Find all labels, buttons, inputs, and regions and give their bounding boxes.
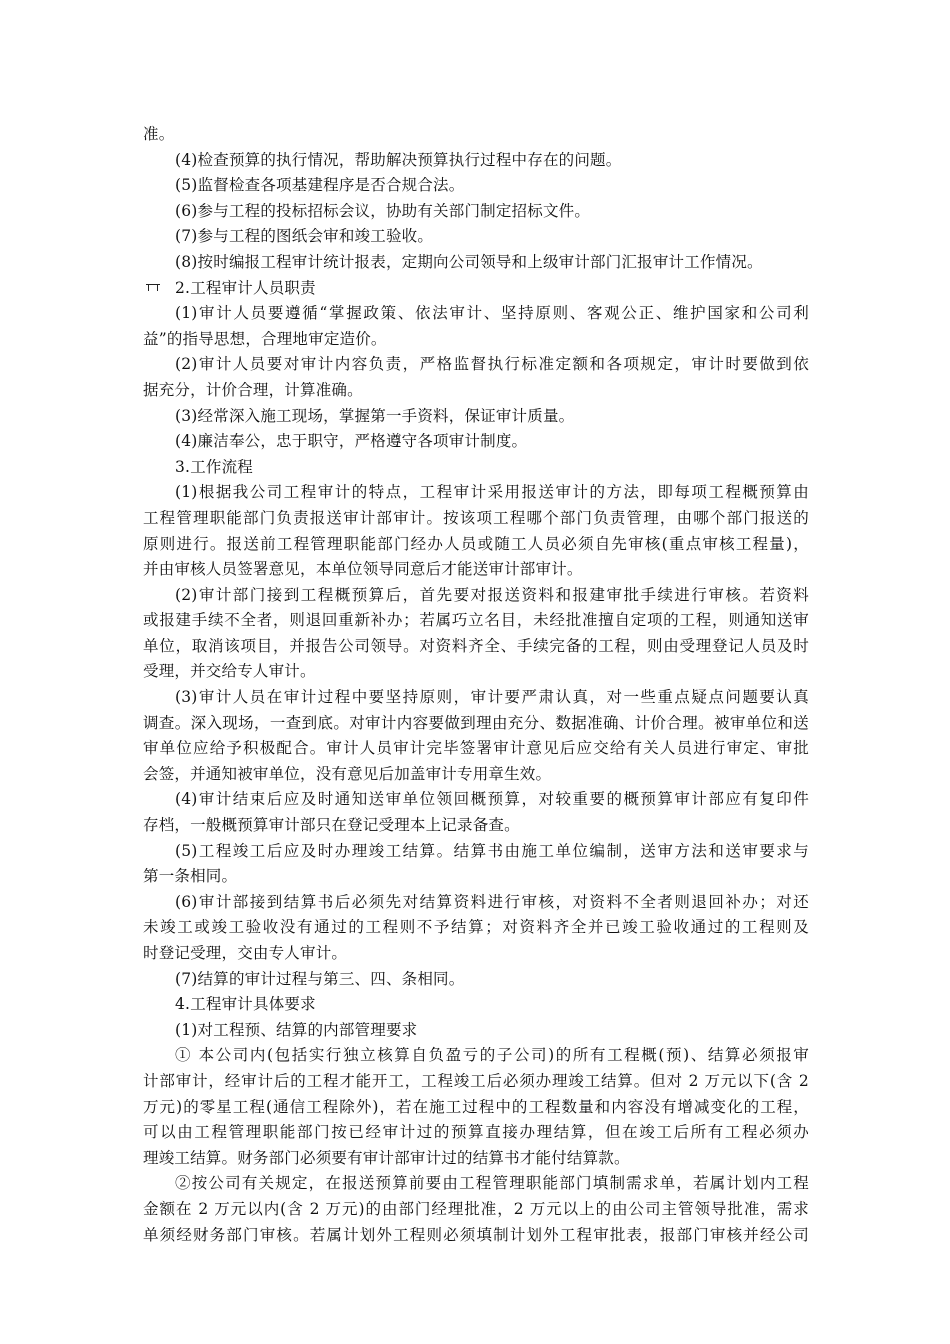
text-line: (5)监督检查各项基建程序是否合规合法。 [175,176,465,195]
subsection-heading: (1)对工程预、结算的内部管理要求 [175,1020,418,1039]
text-line: (7)结算的审计过程与第三、四、条相同。 [175,969,465,988]
text-line: 准。 [143,125,175,143]
text-line: 单位，取消该项目，并报告公司领导。对资料齐全、手续完备的工程，则由受理登记人员及时 [143,636,809,655]
text-line: 万元)的零星工程(通信工程除外)，若在施工过程中的工程数量和内容没有增减变化的工程， [143,1097,809,1116]
text-line: (4)审计结束后应及时通知送审单位领回概预算，对较重要的概预算审计部应有复印件 [175,790,809,809]
text-line: 理竣工结算。财务部门必须要有审计部审计过的结算书才能付结算款。 [143,1148,630,1167]
text-line: (6)审计部接到结算书后必须先对结算资料进行审核，对资料不全者则退回补办；对还 [175,892,809,911]
text-line: (8)按时编报工程审计统计报表，定期向公司领导和上级审计部门汇报审计工作情况。 [175,252,763,271]
text-line: 原则进行。报送前工程管理职能部门经办人员或随工人员必须自先审核(重点审核工程量)， [143,534,809,553]
text-line: (2)审计部门接到工程概预算后，首先要对报送资料和报建审批手续进行审核。若资料 [175,585,809,604]
text-line: 金额在 2 万元以内(含 2 万元)的由部门经理批准，2 万元以上的由公司主管领导批准，需求 [143,1199,809,1218]
section-heading: 3.工作流程 [175,457,253,476]
text-line: (4)检查预算的执行情况，帮助解决预算执行过程中存在的问题。 [175,150,622,169]
text-line: 受理，并交给专人审计。 [143,662,316,681]
text-line: 工程管理职能部门负责报送审计部审计。按该项工程哪个部门负责管理，由哪个部门报送的 [143,508,809,527]
text-line: 并由审核人员签署意见，本单位领导同意后才能送审计部审计。 [143,560,583,579]
text-line: (6)参与工程的投标招标会议，协助有关部门制定招标文件。 [175,201,591,220]
text-line: 据充分，计价合理，计算准确。 [143,380,363,399]
text-line: 时登记受理，交由专人审计。 [143,944,348,962]
text-line: (7)参与工程的图纸会审和竣工验收。 [175,227,434,246]
text-line: ②按公司有关规定，在报送预算前要由工程管理职能部门填制需求单，若属计划内工程 [175,1174,809,1193]
text-line: 未竣工或竣工验收没有通过的工程则不予结算；对资料齐全并已竣工验收通过的工程则及 [143,918,809,937]
text-line: ① 本公司内(包括实行独立核算自负盈亏的子公司)的所有工程概(预)、结算必须报审 [175,1046,809,1065]
text-line: (1)根据我公司工程审计的特点，工程审计采用报送审计的方法，即每项工程概预算由 [175,483,809,502]
text-line: 调查。深入现场，一查到底。对审计内容要做到理由充分、数据准确、计价合理。被审单位和送 [143,713,809,732]
text-line: (2)审计人员要对审计内容负责，严格监督执行标准定额和各项规定，审计时要做到依 [175,355,809,374]
text-line: 可以由工程管理职能部门按已经审计过的预算直接办理结算，但在竣工后所有工程必须办 [143,1123,809,1142]
text-line: 存档，一般概预算审计部只在登记受理本上记录备查。 [143,816,520,835]
text-line: (5)工程竣工后应及时办理竣工结算。结算书由施工单位编制，送审方法和送审要求与 [175,841,809,860]
text-line: 审单位应给予积极配合。审计人员审计完毕签署审计意见后应交给有关人员进行审定、审批 [143,739,809,758]
section-heading: 4.工程审计具体要求 [175,995,316,1014]
text-line: 单须经财务部门审核。若属计划外工程则必须填制计划外工程审批表，报部门审核并经公司 [143,1225,809,1244]
text-line: 会签，并通知被审单位，没有意见后加盖审计专用章生效。 [143,764,552,783]
text-line: 第一条相同。 [143,867,238,886]
text-line: 计部审计，经审计后的工程才能开工，工程竣工后必须办理竣工结算。但对 2 万元以下(含 2 [143,1071,809,1090]
text-line: (4)廉洁奉公，忠于职守，严格遵守各项审计制度。 [175,432,528,451]
section-heading: 2.工程审计人员职责 [175,278,316,297]
text-line: (3)审计人员在审计过程中要坚持原则，审计要严肃认真，对一些重点疑点问题要认真 [175,688,809,707]
document-body [143,122,809,1248]
text-line: 益”的指导思想，合理地审定造价。 [143,329,387,348]
text-line: (3)经常深入施工现场，掌握第一手资料，保证审计质量。 [175,406,575,425]
text-line: 或报建手续不全者，则退回重新补办；若属巧立名目，未经批准擅自定项的工程，则通知送审 [143,611,809,630]
text-line: (1)审计人员要遵循“掌握政策、依法审计、坚持原则、客观公正、维护国家和公司利 [175,304,809,323]
